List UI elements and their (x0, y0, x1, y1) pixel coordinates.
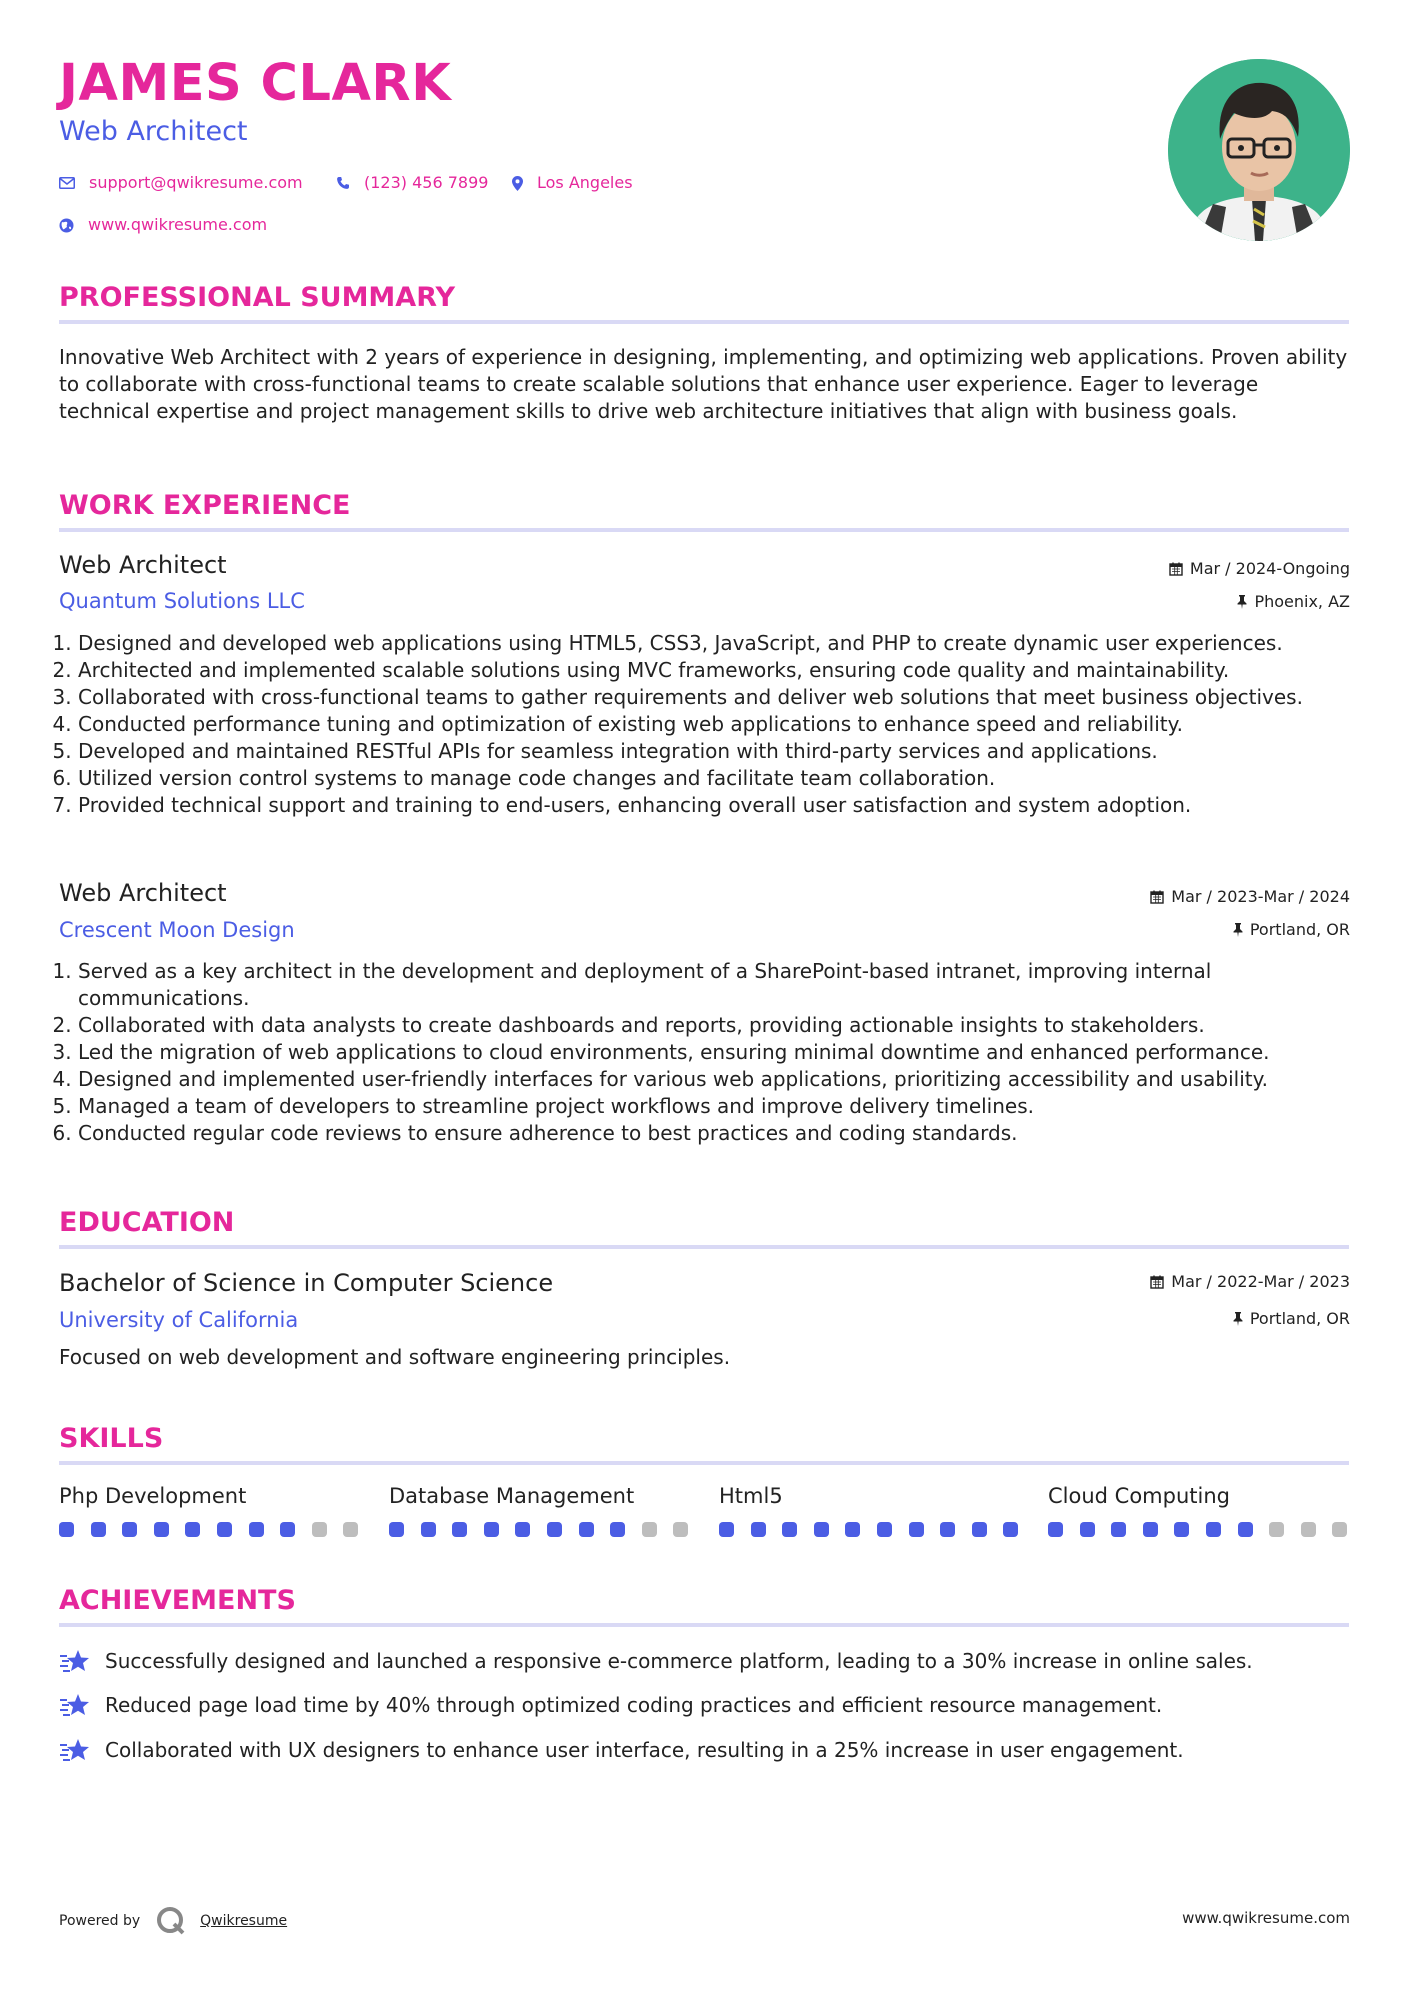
skill-dot-filled (940, 1522, 955, 1537)
skill-dot-filled (389, 1522, 404, 1537)
skill-dot-filled (751, 1522, 766, 1537)
job-responsibilities (59, 630, 1368, 819)
phone-contact (336, 175, 488, 191)
skill-dot-filled (280, 1522, 295, 1537)
website-text[interactable]: www.qwikresume.com (88, 215, 268, 234)
footer-website[interactable]: www.qwikresume.com (1182, 1909, 1350, 1927)
skill-dot-filled (610, 1522, 625, 1537)
list-item: 4. Designed and implemented user-friendly interfaces for various web applications, prioritizing accessibility and usability. (78, 1066, 1368, 1093)
list-item: 2. Architected and implemented scalable solutions using MVC frameworks, ensuring code quality and maintainability. (78, 657, 1368, 684)
brand-link[interactable]: Qwikresume (200, 1913, 288, 1929)
skill-dot-filled (515, 1522, 530, 1537)
email-text[interactable]: support@qwikresume.com (89, 173, 303, 192)
education-description: Focused on web development and software engineering principles. (59, 1345, 731, 1369)
education-location (1233, 1311, 1350, 1327)
list-item: 6. Conducted regular code reviews to ensure adherence to best practices and coding standards. (78, 1120, 1368, 1147)
shooting-star-icon (59, 1692, 91, 1718)
skill-dot-empty (1332, 1522, 1347, 1537)
achievement-item (59, 1692, 1162, 1718)
education-location-text: Portland, OR (1249, 1309, 1350, 1328)
skill-item (59, 1486, 358, 1537)
job-location (1233, 922, 1350, 938)
job-date-text: Mar / 2024-Ongoing (1189, 559, 1350, 578)
skill-dot-filled (452, 1522, 467, 1537)
email-contact[interactable] (59, 175, 303, 191)
skill-dot-empty (312, 1522, 327, 1537)
skill-name: Cloud Computing (1048, 1484, 1230, 1508)
calendar-icon (1150, 890, 1164, 904)
skill-rating (719, 1522, 1018, 1537)
job-responsibilities (59, 958, 1368, 1147)
skill-dot-filled (972, 1522, 987, 1537)
section-divider (59, 1623, 1349, 1627)
list-item: 4. Conducted performance tuning and optimization of existing web applications to enhance speed and reliability. (78, 711, 1368, 738)
skill-dot-filled (185, 1522, 200, 1537)
skill-rating (59, 1522, 358, 1537)
skill-name: Html5 (719, 1484, 783, 1508)
summary-text: Innovative Web Architect with 2 years of experience in designing, implementing, and optimizing web applications. Proven ability to collaborate with cross-functional teams to create scalable solutions that enhance user experience. Eager to leverage technical expertise and project management skills to drive web architecture initiatives that align with business goals. (59, 345, 1348, 423)
skill-dot-filled (1238, 1522, 1253, 1537)
candidate-role: Web Architect (59, 116, 248, 147)
website-contact[interactable] (59, 217, 267, 233)
skill-name: Php Development (59, 1484, 247, 1508)
skills-heading: SKILLS (59, 1423, 164, 1454)
powered-by-label: Powered by (59, 1913, 141, 1929)
skill-dot-filled (579, 1522, 594, 1537)
skill-dot-filled (154, 1522, 169, 1537)
skill-dot-filled (217, 1522, 232, 1537)
skill-dot-empty (1301, 1522, 1316, 1537)
pushpin-icon (1237, 595, 1247, 609)
section-divider (59, 320, 1349, 324)
skill-dot-filled (782, 1522, 797, 1537)
shooting-star-icon (59, 1737, 91, 1763)
profile-photo (1168, 59, 1350, 241)
skill-item (389, 1486, 688, 1537)
skill-dot-empty (673, 1522, 688, 1537)
skill-dot-filled (1111, 1522, 1126, 1537)
job-date (1150, 889, 1350, 905)
skill-dot-filled (1174, 1522, 1189, 1537)
skill-dot-filled (877, 1522, 892, 1537)
skill-dot-filled (814, 1522, 829, 1537)
list-item: 1. Served as a key architect in the development and deployment of a SharePoint-based intranet, improving internal communications. (78, 958, 1368, 1012)
skill-dot-filled (547, 1522, 562, 1537)
job-date-text: Mar / 2023-Mar / 2024 (1171, 887, 1350, 906)
job-title: Web Architect (59, 551, 227, 579)
skill-dot-filled (845, 1522, 860, 1537)
job-location-text: Phoenix, AZ (1254, 592, 1350, 611)
footer-powered-by (59, 1906, 287, 1936)
skill-dot-filled (122, 1522, 137, 1537)
qwikresume-logo-icon (156, 1906, 186, 1936)
skill-dot-filled (249, 1522, 264, 1537)
skill-dot-filled (484, 1522, 499, 1537)
location-contact (512, 175, 633, 191)
list-item: 2. Collaborated with data analysts to create dashboards and reports, providing actionable insights to stakeholders. (78, 1012, 1368, 1039)
list-item: 5. Developed and maintained RESTful APIs for seamless integration with third-party services and applications. (78, 738, 1368, 765)
company-name: Quantum Solutions LLC (59, 589, 305, 613)
skill-dot-filled (1080, 1522, 1095, 1537)
school-name: University of California (59, 1308, 299, 1332)
skill-dot-empty (1269, 1522, 1284, 1537)
skill-item (1048, 1486, 1347, 1537)
calendar-icon (1169, 562, 1183, 576)
list-item: 6. Utilized version control systems to manage code changes and facilitate team collaboration. (78, 765, 1368, 792)
section-divider (59, 1461, 1349, 1465)
job-location-text: Portland, OR (1249, 920, 1350, 939)
education-date-text: Mar / 2022-Mar / 2023 (1171, 1272, 1350, 1291)
achievement-item (59, 1737, 1184, 1763)
skill-dot-filled (421, 1522, 436, 1537)
job-title: Web Architect (59, 879, 227, 907)
pushpin-icon (1233, 923, 1243, 937)
achievement-text: Collaborated with UX designers to enhance user interface, resulting in a 25% increase in user engagement. (105, 1738, 1184, 1762)
list-item: 5. Managed a team of developers to streamline project workflows and improve delivery timelines. (78, 1093, 1368, 1120)
education-date (1150, 1274, 1350, 1290)
phone-text: (123) 456 7899 (364, 173, 489, 192)
shooting-star-icon (59, 1648, 91, 1674)
achievements-heading: ACHIEVEMENTS (59, 1585, 296, 1616)
section-divider (59, 528, 1349, 532)
skill-dot-filled (59, 1522, 74, 1537)
achievement-text: Successfully designed and launched a responsive e-commerce platform, leading to a 30% increase in online sales. (105, 1649, 1253, 1673)
calendar-icon (1150, 1275, 1164, 1289)
skill-dot-filled (719, 1522, 734, 1537)
skill-dot-filled (1206, 1522, 1221, 1537)
skill-dot-empty (343, 1522, 358, 1537)
list-item: 3. Collaborated with cross-functional teams to gather requirements and deliver web solutions that meet business objectives. (78, 684, 1368, 711)
list-item: 7. Provided technical support and training to end-users, enhancing overall user satisfaction and system adoption. (78, 792, 1368, 819)
pushpin-icon (1233, 1312, 1243, 1326)
section-divider (59, 1245, 1349, 1249)
skill-rating (389, 1522, 688, 1537)
summary-heading: PROFESSIONAL SUMMARY (59, 282, 456, 313)
skill-dot-filled (1048, 1522, 1063, 1537)
company-name: Crescent Moon Design (59, 918, 295, 942)
skill-dot-filled (1143, 1522, 1158, 1537)
globe-icon (59, 218, 74, 233)
skill-rating (1048, 1522, 1347, 1537)
degree-title: Bachelor of Science in Computer Science (59, 1269, 554, 1297)
experience-heading: WORK EXPERIENCE (59, 490, 351, 521)
envelope-icon (59, 177, 75, 189)
candidate-name: JAMES CLARK (59, 54, 452, 113)
skill-dot-filled (1003, 1522, 1018, 1537)
skill-name: Database Management (389, 1484, 635, 1508)
list-item: 1. Designed and developed web applications using HTML5, CSS3, JavaScript, and PHP to create dynamic user experiences. (78, 630, 1368, 657)
achievement-text: Reduced page load time by 40% through optimized coding practices and efficient resource management. (105, 1693, 1163, 1717)
education-heading: EDUCATION (59, 1207, 235, 1238)
list-item: 3. Led the migration of web applications to cloud environments, ensuring minimal downtime and enhanced performance. (78, 1039, 1368, 1066)
phone-icon (336, 176, 350, 190)
achievement-item (59, 1648, 1253, 1674)
location-text: Los Angeles (537, 173, 633, 192)
skill-dot-empty (642, 1522, 657, 1537)
skill-dot-filled (91, 1522, 106, 1537)
avatar-illustration (1168, 59, 1350, 241)
skill-dot-filled (909, 1522, 924, 1537)
job-date (1169, 561, 1350, 577)
job-location (1237, 594, 1350, 610)
map-pin-icon (512, 176, 523, 191)
skill-item (719, 1486, 1018, 1537)
